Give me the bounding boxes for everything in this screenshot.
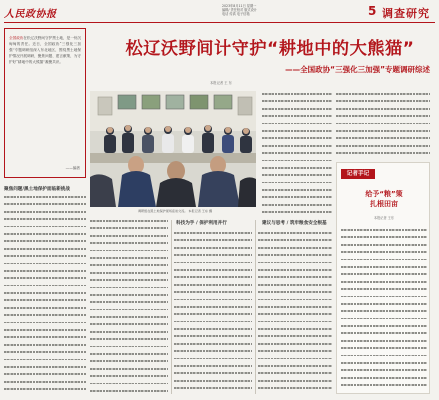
reporter-note-title (341, 189, 427, 209)
column-rule-2 (255, 220, 256, 394)
intro-lead: 全国政协 (9, 36, 24, 40)
middle-col-heading: 科技为手 / 保护利用并行 (176, 221, 227, 226)
intro-text (9, 35, 81, 65)
header-meta (222, 4, 257, 17)
header-rule (4, 22, 435, 23)
header-meta-date: 2023年8月11日 星期一 (222, 4, 257, 8)
intro-box (4, 28, 86, 178)
right-col-heading: 建议与思考 / 筑牢粮食安全根基 (262, 221, 327, 226)
meeting-photo (90, 91, 256, 207)
left-column-text (4, 194, 86, 394)
meeting-photo-image (90, 91, 256, 207)
intro-sign: ——编者 (65, 166, 80, 170)
intro-body: 在松辽沃野间守护黑土地，是一份沉甸甸的责任。近日，全国政协“三强化三加强”专题调研组深入东北地区，围绕黑土地保护情况开展调研，聚焦问题、建言献策，为守护好“耕地中的大熊猫”凝聚共识。 (9, 36, 82, 64)
column-rule-1 (171, 220, 172, 394)
article-headline: 松辽沃野间计守护“耕地中的大熊猫” (125, 39, 415, 59)
section-name: 调查研究 (382, 7, 430, 20)
upper-mid-column-text (262, 91, 332, 216)
article-subhead: ——全国政协“三强化三加强”专题调研综述 (285, 65, 430, 74)
photo-caption: 调研组在黑土地保护现场座谈交流。 本报记者 王东 摄 (137, 209, 213, 213)
left-col-heading: 聚焦问题/黑土地保护面临新挑战 (4, 187, 70, 192)
lower-col-2-text (174, 230, 252, 394)
section-number: 5 (368, 4, 377, 18)
reporter-note-box (336, 162, 430, 394)
lower-col-3-text (258, 230, 332, 394)
reporter-note-tag: 记者手记 (341, 169, 375, 179)
article-byline: 本报记者 王 东 (210, 81, 232, 85)
masthead: 人民政协报 (4, 9, 57, 20)
reporter-note-title-line1: 给予“粮”策 (365, 190, 403, 198)
header-meta-contact: 电话 传真 电子信箱 (222, 12, 250, 17)
header-meta-editor: 编辑/ 责任校对 版式设计 (222, 8, 257, 13)
upper-right-column-text (336, 91, 430, 157)
lower-col-1-text (90, 218, 168, 394)
reporter-note-text (341, 227, 427, 391)
reporter-note-author: 本报记者 王东 (373, 216, 395, 220)
reporter-note-title-line2: 扎根田亩 (370, 200, 398, 208)
